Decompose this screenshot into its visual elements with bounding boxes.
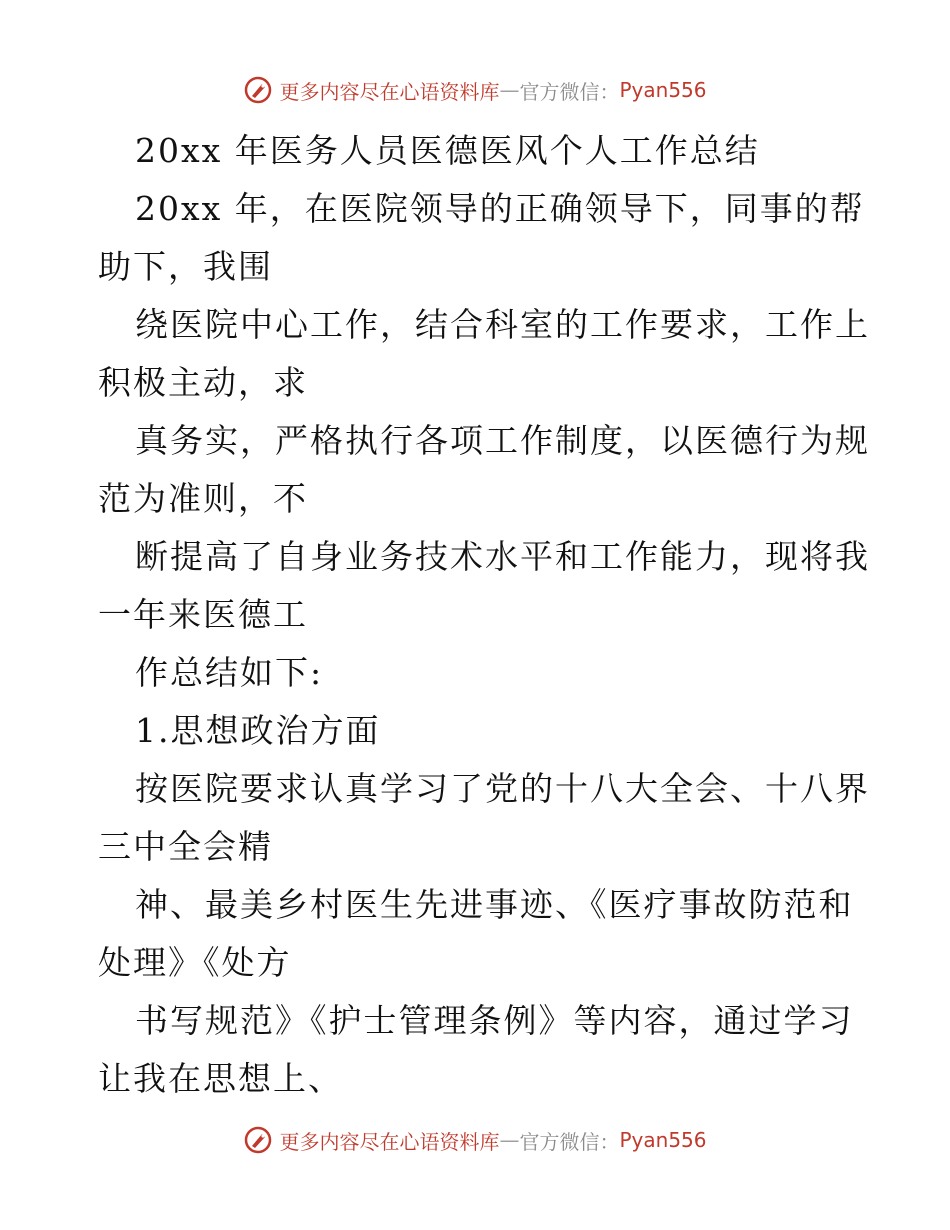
header-watermark xyxy=(0,70,950,110)
watermark-wechat-label: 官方微信： xyxy=(519,79,620,104)
document-line: 助下，我围 xyxy=(98,247,273,286)
document-line: 书写规范》《护士管理条例》等内容，通过学习 xyxy=(135,1001,854,1040)
document-body xyxy=(98,122,870,1108)
pen-nib-logo-icon xyxy=(243,75,273,105)
document-line: 断提高了自身业务技术水平和工作能力，现将我 xyxy=(135,537,870,576)
watermark-dash: — xyxy=(499,78,520,102)
footer-watermark xyxy=(0,1120,950,1160)
pen-nib-logo-icon xyxy=(243,1125,273,1155)
document-line: 神、最美乡村医生先进事迹、《医疗事故防范和 xyxy=(135,885,854,924)
document-line: 真务实，严格执行各项工作制度，以医德行为规 xyxy=(135,421,870,460)
document-line: 积极主动，求 xyxy=(98,363,308,402)
document-line: 范为准则，不 xyxy=(98,479,308,518)
document-line: 1.思想政治方面 xyxy=(135,711,381,750)
document-line: 处理》《处方 xyxy=(98,943,292,982)
document-line: 20xx 年医务人员医德医风个人工作总结 xyxy=(135,131,760,170)
document-line: 让我在思想上、 xyxy=(98,1059,343,1098)
document-line: 按医院要求认真学习了党的十八大全会、十八界 xyxy=(135,769,870,808)
document-line: 绕医院中心工作，结合科室的工作要求，工作上 xyxy=(135,305,870,344)
watermark-wechat-id: Pyan556 xyxy=(619,78,707,102)
document-line: 作总结如下: xyxy=(135,653,324,692)
watermark-wechat-label: 官方微信： xyxy=(519,1129,620,1154)
document-line: 三中全会精 xyxy=(98,827,273,866)
document-line: 一年来医德工 xyxy=(98,595,308,634)
document-line: 20xx 年，在医院领导的正确领导下，同事的帮 xyxy=(135,189,865,228)
watermark-site-text: 更多内容尽在心语资料库 xyxy=(279,79,500,104)
watermark-wechat-id: Pyan556 xyxy=(619,1128,707,1152)
watermark-site-text: 更多内容尽在心语资料库 xyxy=(279,1129,500,1154)
watermark-dash: — xyxy=(499,1128,520,1152)
